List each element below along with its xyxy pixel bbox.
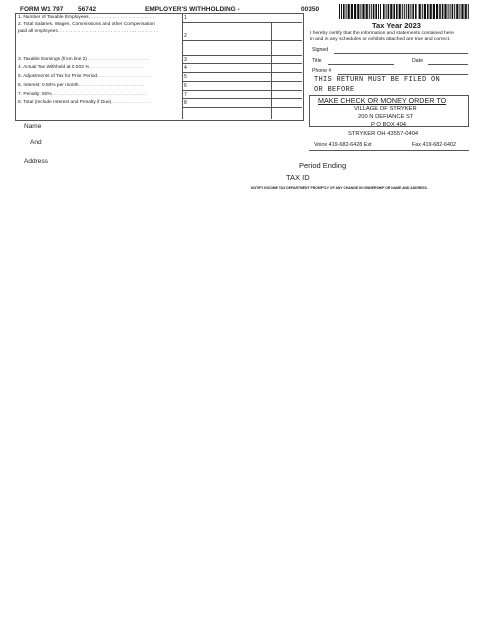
- fax-number: Fax 419-682-6402: [412, 142, 457, 148]
- phone-label: Phone #: [312, 68, 332, 74]
- signed-line[interactable]: [334, 53, 468, 54]
- row-divider: [182, 63, 302, 64]
- line-8-number: 8: [184, 100, 187, 106]
- line-7-label: 7. Penalty: 50%. . . . . . . . . . . . . . . . . . . . . . . . . . . . . . . . . . . .: [18, 92, 147, 97]
- payee-city: STRYKER OH 43557-0404: [348, 131, 419, 137]
- tax-year: Tax Year 2023: [372, 21, 421, 30]
- line-3-number: 3: [184, 57, 187, 63]
- line-6-label: 6. Interest: 0.50% per month. . . . . . . . . . . . . . . . . . . . . . . . .: [18, 83, 144, 88]
- payee-name: VILLAGE OF STRYKER: [354, 106, 417, 112]
- line-7-number: 7: [184, 92, 187, 98]
- line-2-label: 2. Total Salaries, Wages, Commissions and other Compensation: [18, 22, 155, 27]
- line-1-label: 1. Number of Taxable Employees. . . . . . . . . . . . . . . . . . . . . . . . .: [18, 15, 154, 20]
- tax-id-label: TAX ID: [286, 173, 310, 182]
- and-label: And: [30, 139, 42, 146]
- form-code: 56742: [78, 6, 97, 13]
- line-5-label: 5. Adjustments of Tax for Prior Period. . . . . . . . . . . . . . . . . . . . .: [18, 74, 152, 79]
- column-divider: [271, 22, 272, 119]
- line-2-label-cont: paid all employees. . . . . . . . . . . . . . . . . . . . . . . . . . . . . . . . . . . . . .: [18, 29, 158, 34]
- column-divider: [182, 13, 183, 119]
- line-1-number: 1: [184, 15, 187, 21]
- filing-deadline-stamp-2: OR BEFORE: [314, 86, 355, 94]
- title-line[interactable]: [328, 64, 394, 65]
- document-number: 00350: [301, 6, 320, 13]
- row-divider: [182, 22, 302, 23]
- make-check-heading: MAKE CHECK OR MONEY ORDER TO: [318, 96, 447, 105]
- row-divider: [182, 72, 302, 73]
- line-6-number: 6: [184, 83, 187, 89]
- payee-pobox: P O BOX 404: [371, 122, 407, 128]
- form-title: EMPLOYER'S WITHHOLDING -: [145, 6, 240, 13]
- notify-change-notice: NOTIFY INCOME TAX DEPARTMENT PROMPTLY OF ANY CHANGE IN OWNERSHIP OR NAME AND ADDRESS.: [251, 186, 428, 190]
- payee-street: 200 N DEFIANCE ST: [358, 114, 414, 120]
- line-8-label: 8. Total (Include Interest and Penalty if Due). . . . . . . . . . . . . . .: [18, 100, 150, 105]
- form-number: FORM W1 797: [20, 6, 64, 13]
- certify-text-2: in and in any schedules or exhibits attached are true and correct.: [310, 37, 451, 42]
- row-divider: [182, 40, 302, 41]
- line-4-label: 4. Actual Tax Withheld at 0.003 % . . . . . . . . . . . . . . . . . . . .: [18, 65, 143, 70]
- row-divider: [182, 107, 302, 108]
- line-5-number: 5: [184, 74, 187, 80]
- line-3-label: 3. Taxable Earnings (from line 2) . . . . . . . . . . . . . . . . . . . . . . .: [18, 57, 149, 62]
- voice-phone: Voice 419-682-6428 Ext: [314, 142, 372, 148]
- row-divider: [182, 90, 302, 91]
- period-ending-label: Period Ending: [299, 161, 347, 170]
- barcode-image: [339, 4, 471, 19]
- row-divider: [182, 55, 302, 56]
- remittance-divider: [309, 150, 469, 151]
- row-divider: [182, 81, 302, 82]
- name-label: Name: [24, 123, 42, 130]
- phone-line[interactable]: [338, 74, 468, 75]
- address-label: Address: [24, 158, 48, 165]
- line-4-number: 4: [184, 65, 187, 71]
- date-label: Date: [412, 58, 423, 64]
- row-divider: [182, 98, 302, 99]
- date-line[interactable]: [428, 64, 468, 65]
- signed-label: Signed: [312, 47, 329, 53]
- filing-deadline-stamp-1: THIS RETURN MUST BE FILED ON: [314, 76, 441, 84]
- line-2-number: 2: [184, 33, 187, 39]
- title-label: Title: [312, 58, 322, 64]
- certify-text-1: I hereby certify that the information and statements contained here: [310, 31, 454, 36]
